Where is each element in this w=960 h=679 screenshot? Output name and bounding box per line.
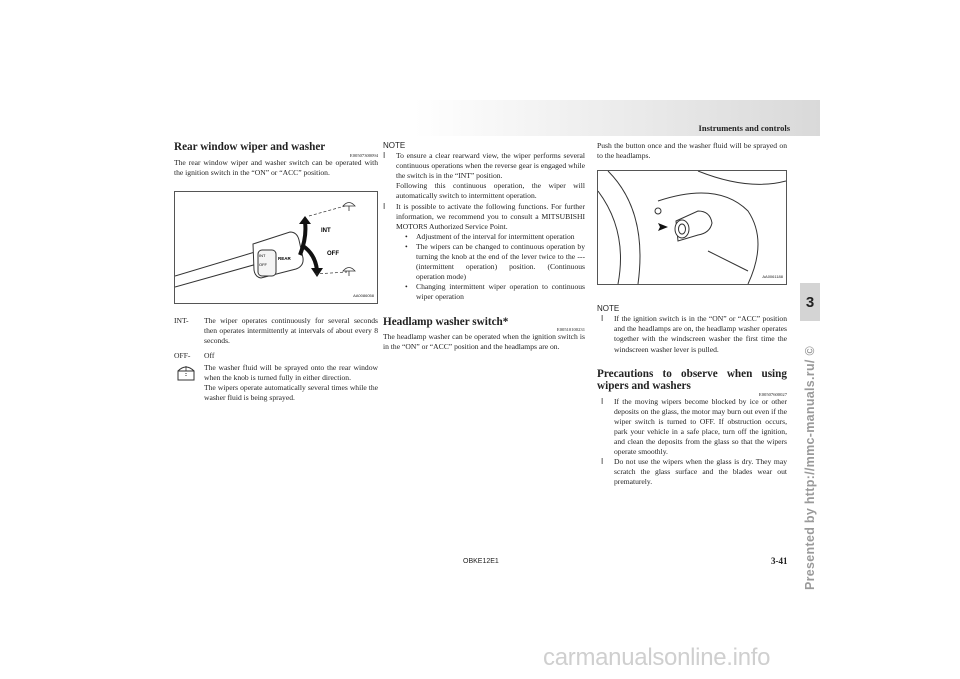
column-1 — [174, 141, 378, 403]
section-heading-rear-wiper: Rear window wiper and washer — [174, 141, 326, 153]
wiper-lever-illustration — [175, 192, 377, 303]
push-button-paragraph: Push the button once and the washer fluid will be sprayed on to the headlamps. — [597, 141, 787, 161]
bullet-icon: l — [601, 396, 604, 406]
headlamp-washer-illustration — [598, 171, 786, 284]
washer-icon — [174, 363, 198, 381]
column-3 — [597, 141, 787, 488]
precaution-bullet-1: l If the moving wipers become blocked by ice or other deposits on the glass, the motor may burn out even if the wiper switch is turned to OFF. If obstruction occurs, park your vehicle in a safe place, turn off the ignition, and clean the deposits from the glass so that the wipers operate smoothly. — [601, 396, 787, 457]
definition-int: INT- The wiper operates continuously for several seconds then operates intermittently at intervals of about every 8 seconds. — [174, 315, 378, 345]
headlamp-washer-figure — [597, 170, 787, 285]
washer-icon-bottom — [343, 267, 355, 276]
note-bullet-2: l It is possible to activate the following functions. For further information, we recommend you to consult a MITSUBISHI MOTORS Authorized Service Point. • Adjustment of the interval for intermittent operation • The wipers can be changed to continuous operation by turning the knob at the end of the lever twice to the --- (intermittent operation) position. (Continuous operation mode) • Changing intermittent wiper operation to continuous wiper operation — [383, 201, 585, 302]
precaution-bullet-2: l Do not use the wipers when the glass is dry. They may scratch the glass surface and the blades wear out prematurely. — [601, 457, 787, 487]
bullet-icon: l — [383, 151, 386, 161]
figure-code: AA0086058 — [353, 292, 374, 298]
rear-label: REAR — [278, 255, 291, 261]
section-code: E00510100231 — [556, 327, 585, 332]
bullet-icon: l — [383, 201, 386, 211]
section-heading-precautions: Precautions to observe when using wipers and washers — [597, 367, 787, 393]
column-2 — [383, 141, 585, 352]
svg-text:INT: INT — [259, 252, 266, 258]
side-watermark-text: Presented by http://mmc-manuals.ru/ © — [803, 346, 817, 590]
footer-code: OBKE12E1 — [463, 558, 499, 565]
washer-icon-top — [343, 202, 355, 211]
sub-item: • The wipers can be changed to continuous operation by turning the knob at the end of the lever twice to the --- (intermittent operation) position. (Continuous operation mode) — [405, 241, 585, 282]
intro-paragraph: The rear window wiper and washer switch can be operated with the ignition switch in the “ON” or “ACC” position. — [174, 157, 378, 177]
headlamp-washer-paragraph: The headlamp washer can be operated when the ignition switch is in the “ON” or “ACC” position and the headlamps are on. — [383, 332, 585, 352]
sub-item: • Changing intermittent wiper operation to continuous wiper operation — [405, 282, 585, 302]
int-label: INT — [321, 227, 331, 234]
sub-item: • Adjustment of the interval for intermittent operation — [405, 231, 575, 241]
note-bullet: l If the ignition switch is in the “ON” or “ACC” position and the headlamps are on, the headlamp washer operates together with the windscreen washer the first time the windscreen washer lever is pulled. — [601, 314, 787, 354]
chapter-tab: 3 — [800, 283, 820, 321]
figure-code: AA0061188 — [762, 274, 783, 280]
definition-off: OFF- Off — [174, 350, 215, 360]
note-label: NOTE — [597, 304, 620, 314]
section-code: E00507600027 — [758, 391, 787, 397]
off-label: OFF — [327, 250, 339, 257]
note-bullet-1: l To ensure a clear rearward view, the wiper performs several continuous operations when the reverse gear is engaged while the switch is in the “INT” position. Following this continuous operation, the wiper will automatically switch to intermittent operation. — [383, 151, 585, 201]
definition-washer: The washer fluid will be sprayed onto the rear window when the knob is turned fully in either direction. The wipers operate automatically several times while the washer fluid is being sprayed. — [174, 363, 378, 403]
rear-wiper-figure — [174, 191, 378, 304]
svg-text:OFF: OFF — [259, 261, 267, 267]
section-heading-headlamp-washer: Headlamp washer switch* — [383, 315, 509, 328]
note-label: NOTE — [383, 141, 406, 150]
bullet-icon: l — [601, 314, 604, 324]
site-watermark: carmanualsonline.info — [543, 644, 771, 671]
section-code: E00507300094 — [349, 152, 378, 158]
header-title: Instruments and controls — [698, 123, 790, 133]
bullet-icon: l — [601, 457, 604, 467]
page-number: 3-41 — [771, 556, 788, 566]
